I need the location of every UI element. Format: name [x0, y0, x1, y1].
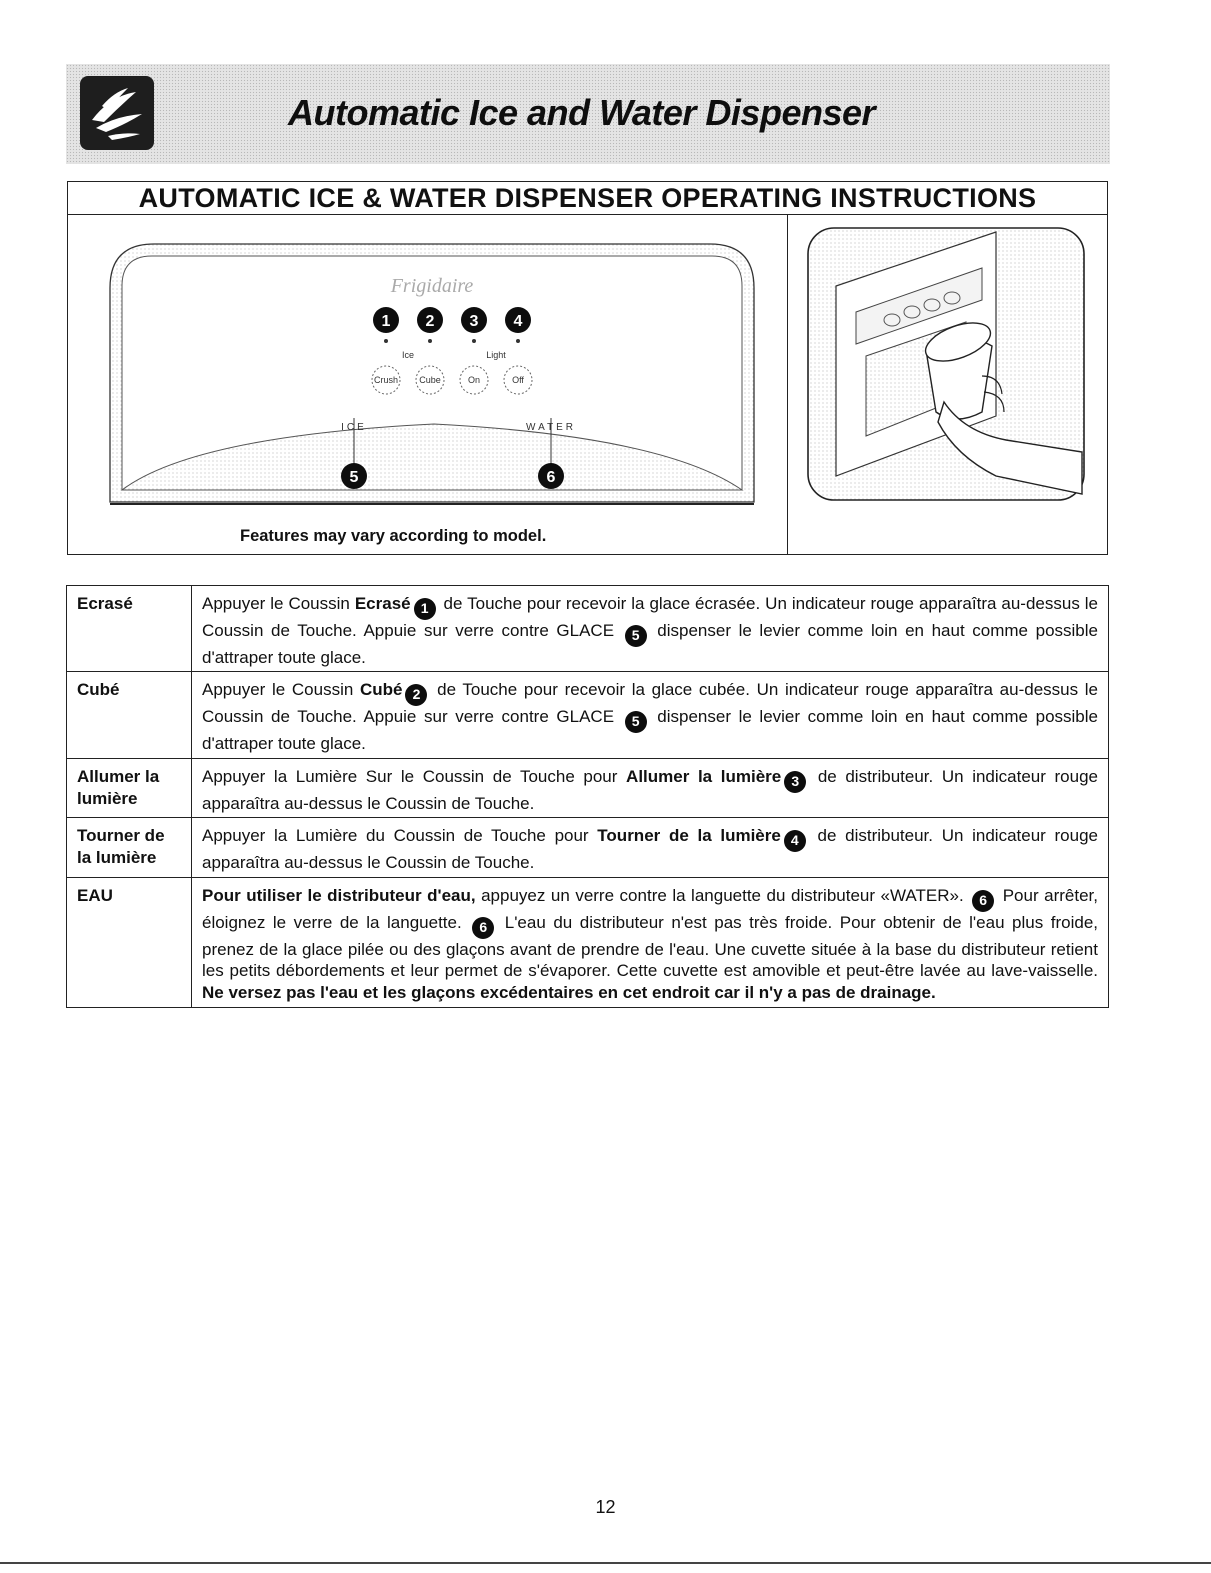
instruction-term: Tourner de la lumière	[67, 818, 192, 878]
bold-text: Ecrasé	[354, 594, 411, 613]
brand-script: Frigidaire	[390, 275, 474, 297]
indicator-1: 1	[381, 313, 391, 330]
box-divider	[787, 214, 788, 555]
dispenser-glass-illustration	[806, 226, 1088, 504]
ice-cubes-logo-icon	[80, 76, 154, 150]
ice-group-label: Ice	[401, 350, 415, 360]
water-lever-label: WATER	[526, 422, 576, 433]
cube-button[interactable]: Cube	[419, 375, 441, 385]
callout-number: 2	[405, 684, 427, 706]
body-text: de Touche pour recevoir la glace écrasée. Un indicateur rouge apparaîtra au-dessus le Coussin de Touche. Appuie sur verre contre GLACE	[202, 594, 1099, 640]
crush-button[interactable]: Crush	[373, 375, 399, 385]
page-number: 12	[595, 1497, 616, 1517]
instruction-term: EAU	[67, 877, 192, 1007]
callout-number: 4	[784, 830, 806, 852]
body-text: L'eau du distributeur n'est pas très froide. Pour obtenir de l'eau plus froide, prenez de la glace pilée ou des glaçons avant de prendre de l'eau. Une cuvette située à la base du distributeur retient les petits débordements et leur permet de s'évaporer. Cette cuvette est amovible et peut-être lavée au lave-vaisselle.	[202, 912, 1098, 981]
instruction-term: Allumer la lumière	[67, 758, 192, 818]
body-text: Appuyer la Lumière du Coussin de Touche pour	[202, 826, 598, 846]
section-title: AUTOMATIC ICE & WATER DISPENSER OPERATING INSTRUCTIONS	[68, 182, 1107, 215]
body-text: Pour arrêter, éloignez le verre de la languette.	[202, 885, 1098, 932]
instruction-description	[192, 672, 1109, 758]
bold-text: Ne versez pas l'eau et les glaçons excédentaires en cet endroit car il n'y a pas de drainage.	[202, 983, 936, 1003]
body-text: appuyez un verre contre la languette du distributeur «WATER».	[475, 885, 970, 905]
operating-instructions-box	[67, 181, 1108, 555]
dispenser-control-panel-diagram	[104, 240, 760, 510]
body-text: de distributeur. Un indicateur rouge apparaîtra au-dessus le Coussin de Touche.	[202, 826, 1099, 873]
table-row	[67, 586, 1109, 672]
bold-text: Allumer la lumière	[626, 766, 782, 786]
light-on-button[interactable]: On	[467, 375, 481, 385]
lever-number-5: 5	[349, 469, 359, 486]
page-title: Automatic Ice and Water Dispenser	[288, 92, 876, 133]
footer-rule	[0, 1562, 1211, 1564]
callout-number: 6	[472, 917, 494, 939]
callout-number: 3	[784, 771, 806, 793]
bold-text: Cubé	[359, 680, 403, 700]
table-row	[67, 818, 1109, 878]
instruction-term: Ecrasé	[67, 586, 192, 672]
ice-lever-label: ICE	[341, 422, 367, 433]
instruction-description	[192, 758, 1109, 818]
table-row	[67, 672, 1109, 758]
callout-number: 5	[625, 625, 647, 647]
instructions-table	[66, 585, 1109, 1008]
light-off-button[interactable]: Off	[512, 375, 524, 385]
features-caption: Features may vary according to model.	[240, 527, 547, 545]
body-text: de Touche pour recevoir la glace cubée. Un indicateur rouge apparaîtra au-dessus le Coussin de Touche. Appuie sur verre contre GLACE	[202, 680, 1099, 727]
indicator-3: 3	[469, 313, 479, 330]
instruction-term: Cubé	[67, 672, 192, 758]
table-row	[67, 877, 1109, 1007]
body-text: dispenser le levier comme loin en haut comme possible d'attraper toute glace.	[202, 620, 1098, 667]
instruction-description	[192, 877, 1109, 1007]
bold-text: Tourner de la lumière	[597, 826, 781, 846]
body-text: dispenser le levier comme loin en haut comme possible d'attraper toute glace.	[202, 707, 1098, 754]
body-text: Appuyer le Coussin	[202, 680, 360, 700]
lever-number-6: 6	[546, 469, 556, 486]
callout-number: 1	[414, 598, 436, 620]
light-group-label: Light	[486, 350, 506, 360]
indicator-2: 2	[425, 313, 435, 330]
instruction-description	[192, 818, 1109, 878]
callout-number: 5	[625, 711, 647, 733]
body-text: de distributeur. Un indicateur rouge apparaîtra au-dessus le Coussin de Touche.	[202, 766, 1098, 813]
table-row	[67, 758, 1109, 818]
instruction-description	[192, 586, 1109, 672]
indicator-4: 4	[513, 313, 523, 330]
body-text: Appuyer le Coussin	[202, 594, 355, 613]
body-text: Appuyer la Lumière Sur le Coussin de Touche pour	[202, 766, 627, 786]
header-banner	[66, 64, 1110, 164]
callout-number: 6	[972, 890, 994, 912]
bold-text: Pour utiliser le distributeur d'eau,	[202, 885, 476, 905]
